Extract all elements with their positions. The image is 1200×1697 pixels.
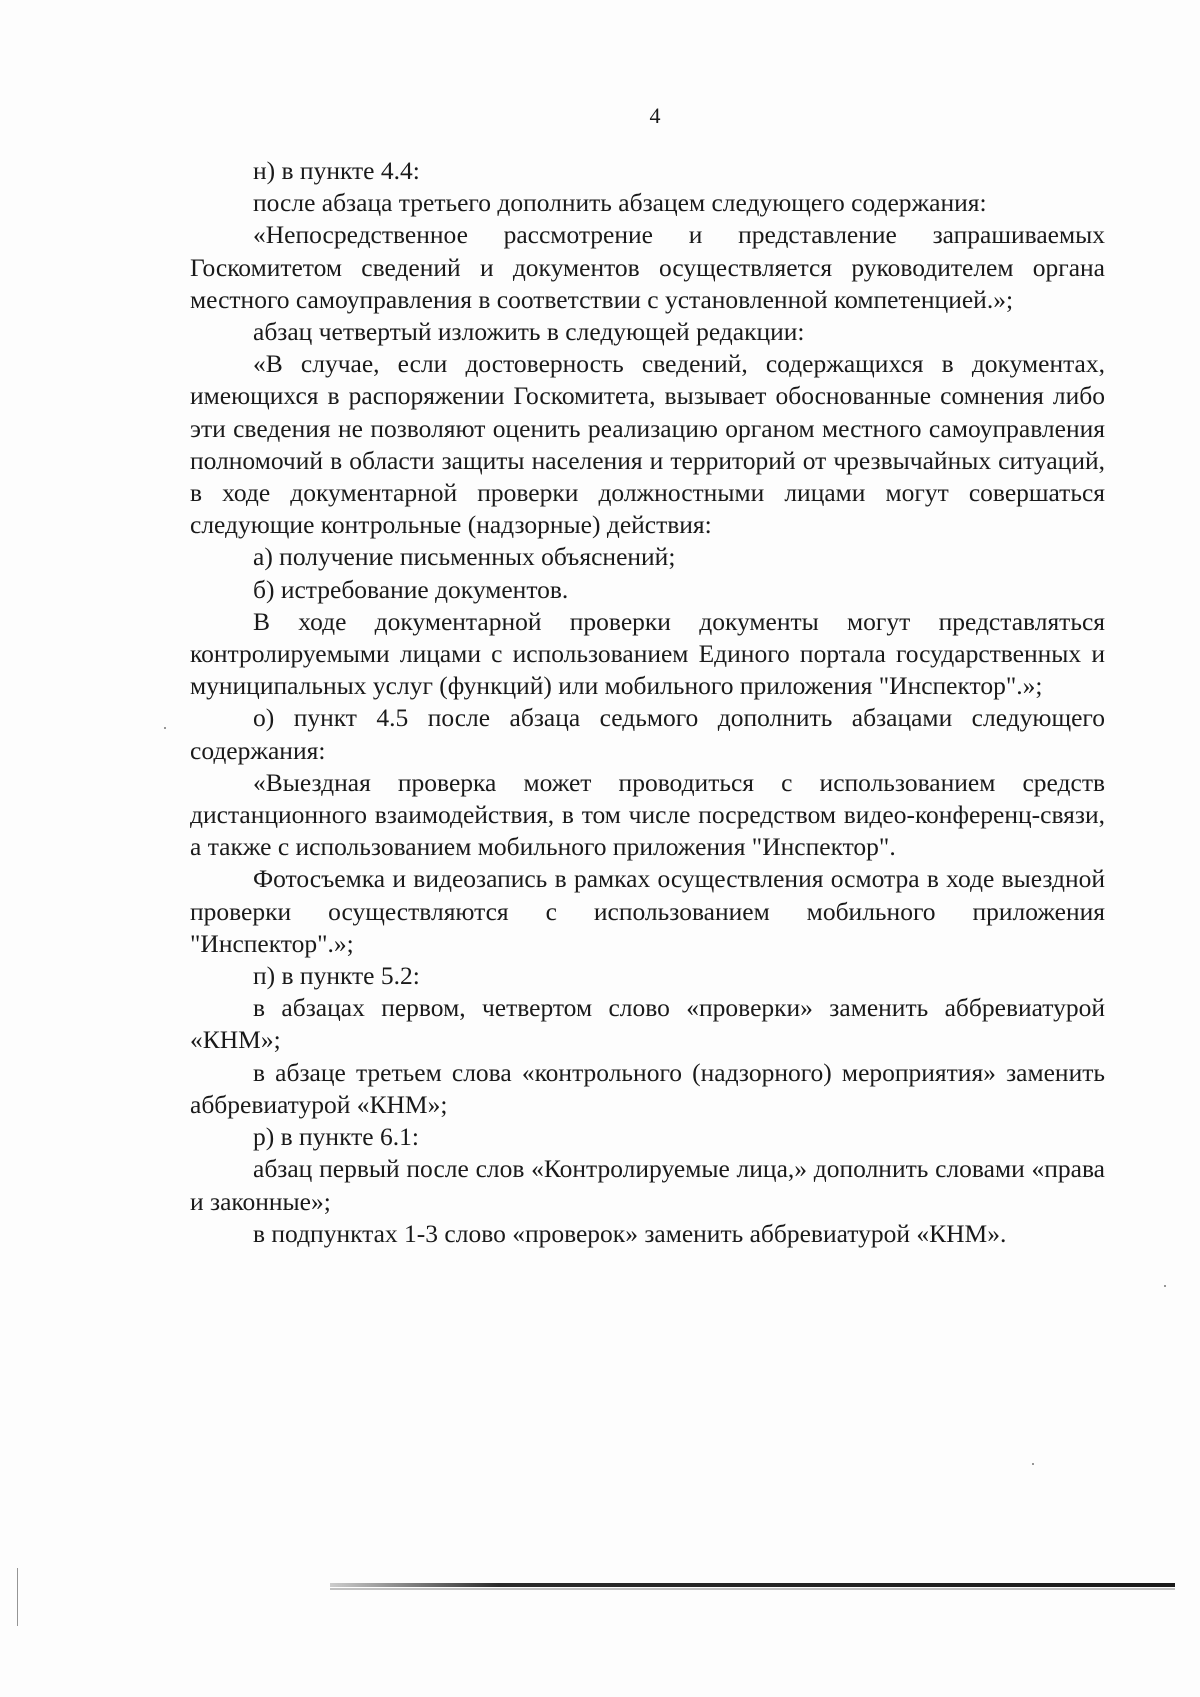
- scan-speck: [164, 727, 166, 729]
- paragraph: «Непосредственное рассмотрение и представление запрашиваемых Госкомитетом сведений и документов осуществляется руководителем органа местного самоуправления в соответствии с установленной компетенцией.»;: [190, 220, 1105, 314]
- paragraph: в абзаце третьем слова «контрольного (надзорного) мероприятия» заменить аббревиатурой «КНМ»;: [190, 1057, 1105, 1119]
- paragraph: после абзаца третьего дополнить абзацем следующего содержания:: [253, 188, 987, 218]
- scan-speck: [1032, 1463, 1034, 1465]
- document-body: [190, 155, 1105, 1250]
- paragraph: р) в пункте 6.1:: [253, 1122, 419, 1152]
- paragraph: «В случае, если достоверность сведений, содержащихся в документах, имеющихся в распоряжении Госкомитета, вызывает обоснованные сомнения либо эти сведения не позволяют оценить реализацию органом местного самоуправления полномочий в области защиты населения и территорий от чрезвычайных ситуаций, в ходе документарной проверки должностными лицами могут совершаться следующие контрольные (надзорные) действия:: [190, 349, 1105, 540]
- scan-speck: [1164, 1285, 1166, 1287]
- paragraph: абзац четвертый изложить в следующей редакции:: [253, 317, 805, 347]
- page-number: 4: [649, 103, 661, 128]
- paragraph: В ходе документарной проверки документы могут представляться контролируемыми лицами с использованием Единого портала государственных и муниципальных услуг (функций) или мобильного приложения "Инспектор".»;: [190, 606, 1105, 701]
- paragraph: н) в пункте 4.4:: [253, 156, 420, 185]
- paragraph: п) в пункте 5.2:: [253, 961, 420, 991]
- paragraph: в подпунктах 1-3 слово «проверок» заменить аббревиатурой «КНМ».: [253, 1218, 1007, 1248]
- paragraph: Фотосъемка и видеозапись в рамках осуществления осмотра в ходе выездной проверки осуществляются с использованием мобильного приложения "Инспектор".»;: [190, 864, 1105, 958]
- paragraph: а) получение письменных объяснений;: [253, 542, 676, 572]
- paragraph: «Выездная проверка может проводиться с использованием средств дистанционного взаимодействия, в том числе посредством видео-конференц-связи, а также с использованием мобильного приложения "Инспектор".: [190, 767, 1105, 862]
- scan-edge-bar: [330, 1583, 1175, 1587]
- scan-margin-mark: [17, 1568, 18, 1626]
- scan-edge-shadow: [330, 1588, 1175, 1590]
- paragraph: о) пункт 4.5 после абзаца седьмого дополнить абзацами следующего содержания:: [190, 703, 1105, 765]
- paragraph: абзац первый после слов «Контролируемые лица,» дополнить словами «права и законные»;: [190, 1154, 1105, 1216]
- paragraph: б) истребование документов.: [253, 574, 569, 604]
- paragraph: в абзацах первом, четвертом слово «проверки» заменить аббревиатурой «КНМ»;: [190, 993, 1105, 1055]
